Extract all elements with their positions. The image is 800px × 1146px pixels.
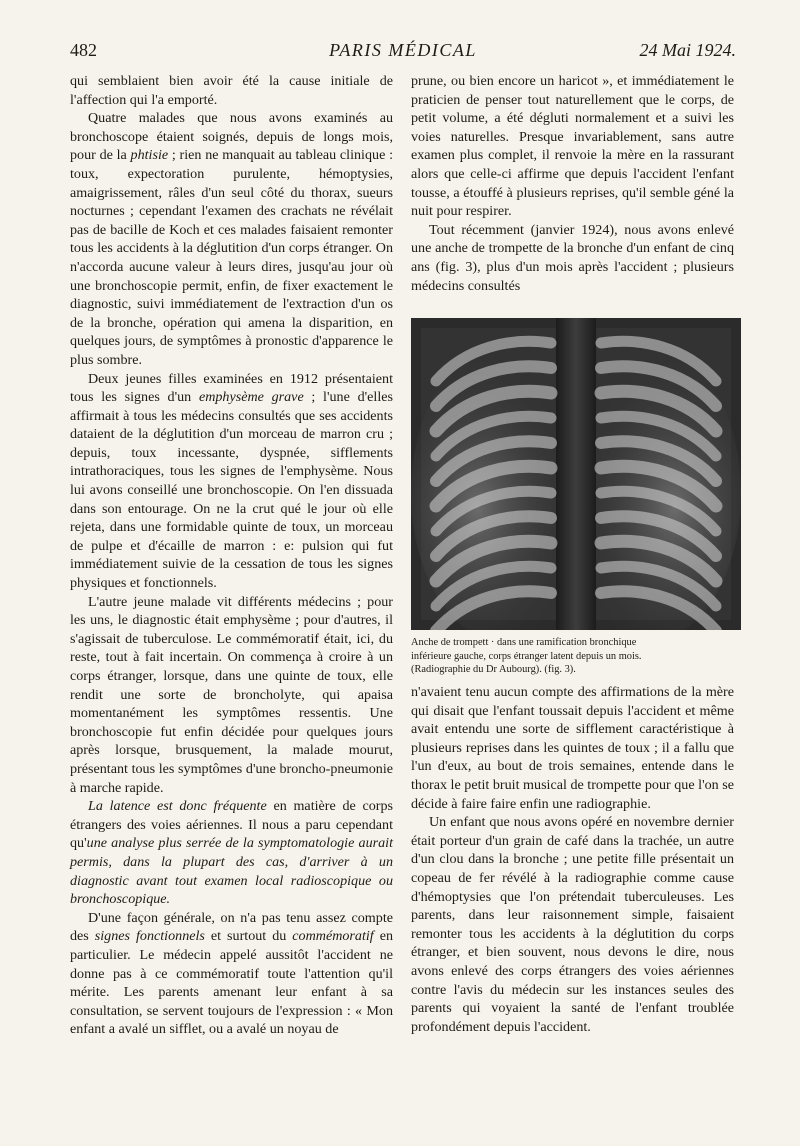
caption-line: (Radiographie du Dr Aubourg). (fig. 3). <box>411 664 576 675</box>
page-header <box>70 40 736 64</box>
paragraph: Tout récemment (janvier 1924), nous avons enlevé une anche de trompette de la bronche d'un enfant de cinq ans (fig. 3), plus d'un mois après l'accident ; plusieurs médecins consultés <box>411 221 734 294</box>
paragraph: La latence est donc fréquente en matière de corps étrangers des voies aériennes. Il nous a paru cependant qu'une analyse plus serrée de la symptomatologie aurait permis, dans la plupart des cas, d'arriver à un diagnostic avant tout examen local radioscopique ou bronchoscopique. <box>70 798 393 908</box>
paragraph: n'avaient tenu aucun compte des affirmations de la mère qui disait que l'enfant toussait depuis l'accident et même avait entendu une sorte de sifflement caractéristique à plusieurs reprises dans les quintes de toux ; il a fallu que l'un d'eux, au bout de trois semaines, entende dans le thorax le petit bruit musical de trompette pour que l'on se décide à faire faire enfin une radiographie. <box>411 684 734 812</box>
issue-date: 24 Mai 1924. <box>639 40 736 60</box>
journal-title: PARIS MÉDICAL <box>329 40 477 60</box>
caption-line: inférieure gauche, corps étranger latent depuis un mois. <box>411 650 642 662</box>
paragraph: Un enfant que nous avons opéré en novembre dernier était porteur d'un grain de café dans la trachée, un autre d'un clou dans la bronche ; une petite fille présentait un copeau de fer révélé à la radiographie comme cause d'hémoptysies que l'on prétendait tuberculeuses. Les parents, dans leur raisonnement simple, faisaient remonter tous les accidents à la déglutition du corps étranger, et bien souvent, nous devons le dire, nous avons enlevé des corps étrangers des voies aériennes contre l'avis du médecin sur les instances seules des parents qui voyaient la santé de l'enfant troublée profondément depuis l'accident. <box>411 814 734 1035</box>
chest-radiograph-figure <box>411 318 741 630</box>
paragraph: L'autre jeune malade vit différents médecins ; pour les uns, le diagnostic était emphysème ; pour d'autres, il s'agissait de tuberculose. Le commémoratif était, ici, du reste, tout à fait incertain. On commença à croire à un corps étranger, lorsque, dans une quinte de toux, elle rendit une sorte de broncholyte, qui apaisa momentanément les symptômes ressentis. Une bronchoscopie fut enfin décidée pour quelques jours après lorsque, brusquement, la malade mourut, présentant tous les symptômes d'une broncho-pneumonie à marche rapide. <box>70 593 393 796</box>
page-number: 482 <box>70 40 97 60</box>
paragraph: Deux jeunes filles examinées en 1912 présentaient tous les signes d'un emphysème grave ; l'une d'elles affirmait à tous les médecins consultés que ses accidents dataient de la déglutition d'un morceau de marron cru ; depuis, toux incessante, dyspnée, sifflements intrathoraciques, tous les signes de l'emphysème. Nous lui avons conseillé une bronchoscopie. On l'en dissuada dans son entourage. On ne la crut qué le jour où elle rejeta, dans une formidable quinte de toux, un morceau de pulpe et d'écaille de marron : e: pulsion qui fut immédiatement suivie de la cessation de tous les signes physiques et fonctionnels. <box>70 370 393 592</box>
paragraph: D'une façon générale, on n'a pas tenu assez compte des signes fonctionnels et surtout du commémoratif en particulier. Le médecin appelé aussitôt l'accident ne donne pas à ce commémoratif toute l'attention qu'il mérite. Les parents amenant leur enfant à sa consultation, se servent toujours de l'expression : « Mon enfant a avalé un sifflet, ou a avalé un noyau de <box>70 909 393 1038</box>
figure-caption <box>411 636 739 677</box>
paragraph: Quatre malades que nous avons examinés au bronchoscope étaient soignés, depuis de longs mois, pour de la phtisie ; rien ne manquait au tableau clinique : toux, expectoration purulente, hémoptysies, amaigrissement, râles d'un seul côté du thorax, sueurs nocturnes ; cependant l'examen des crachats ne révélait pas de bacille de Koch et ces malades faisaient remonter tous les accidents à la déglutition d'un corps étranger. On n'accorda aucune valeur à leurs dires, jusqu'au jour où une bronchoscopie permit, enfin, de fixer exactement le diagnostic, suivi immédiatement de l'extraction d'un os de la bronche, opération qui amena la disparition, en quelques jours, de symptômes à pronostic d'apparence le plus sombre. <box>70 110 393 368</box>
caption-line: Anche de trompett · dans une ramification bronchique <box>411 637 637 648</box>
right-column-continued <box>411 683 734 1036</box>
radiograph-image <box>411 318 741 630</box>
paragraph: prune, ou bien encore un haricot », et immédiatement le praticien de penser tout naturellement que le corps, de petit volume, a été dégluti normalement et a suivi les voies naturelles. Presque invariablement, sans autre examen plus complet, il renvoie la mère en la rassurant alors que celle-ci affirme que depuis l'accident l'enfant tousse, a étouffé à plusieurs reprises, qu'il semble géné la nuit pour respirer. <box>411 73 734 220</box>
left-column <box>70 72 393 1039</box>
paragraph: qui semblaient bien avoir été la cause initiale de l'affection qui l'a emporté. <box>70 73 393 108</box>
